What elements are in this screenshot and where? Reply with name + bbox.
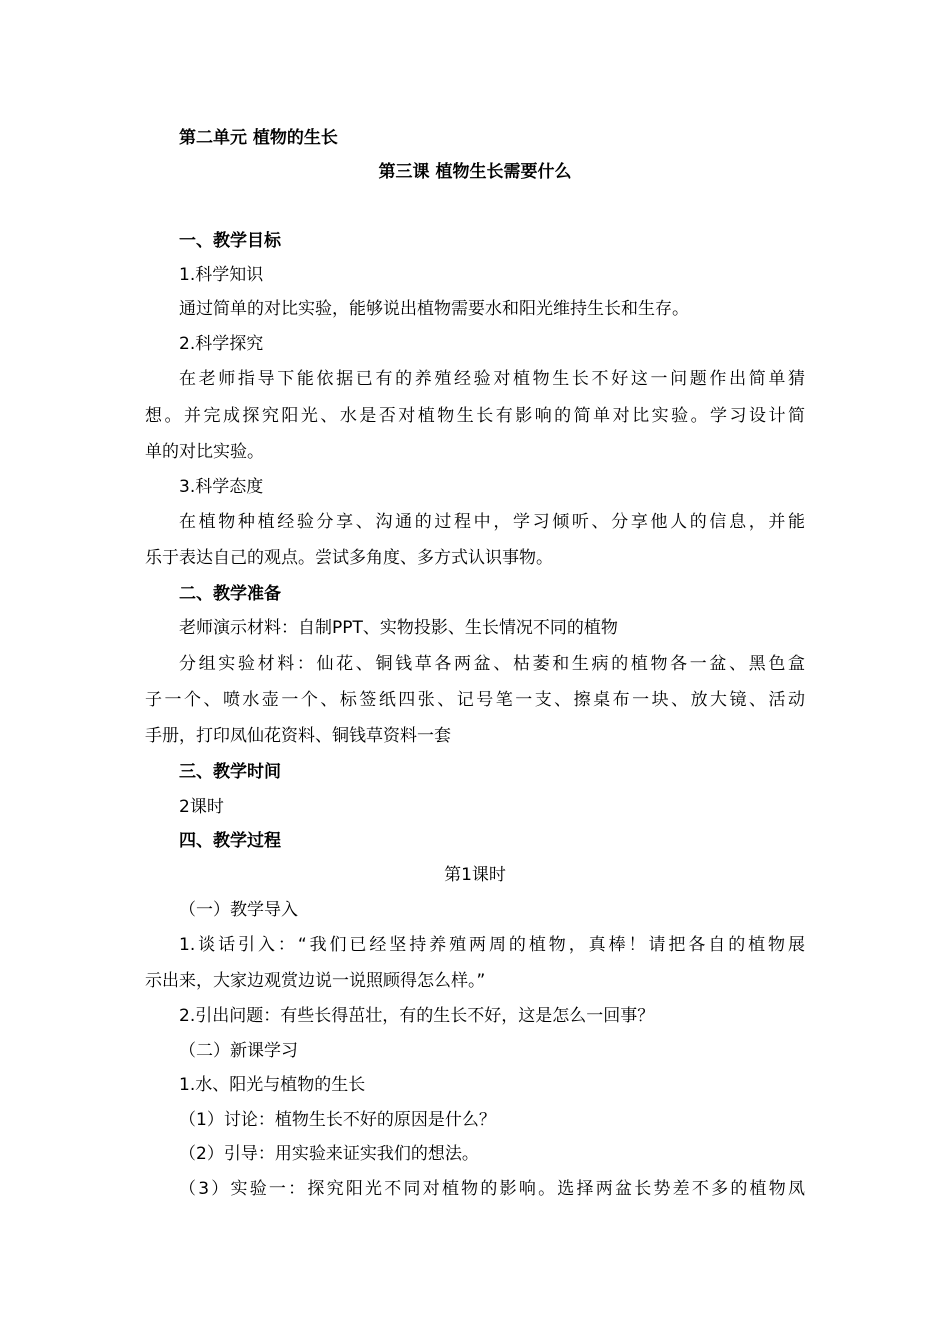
intro-line-1: 1.谈话引入：“我们已经坚持养殖两周的植物，真棒！请把各自的植物展 bbox=[179, 935, 805, 955]
inquiry-line-3: 单的对比实验。 bbox=[145, 442, 264, 462]
section1-heading: 一、教学目标 bbox=[179, 231, 281, 251]
section2-heading: 二、教学准备 bbox=[179, 584, 281, 604]
knowledge-text: 通过简单的对比实验，能够说出植物需要水和阳光维持生长和生存。 bbox=[179, 299, 689, 319]
topic-line: 1.水、阳光与植物的生长 bbox=[179, 1075, 366, 1095]
teacher-materials: 老师演示材料：自制PPT、实物投影、生长情况不同的植物 bbox=[179, 618, 618, 638]
section3-heading: 三、教学时间 bbox=[179, 762, 281, 782]
item-2: （2）引导：用实验来证实我们的想法。 bbox=[179, 1144, 479, 1164]
section4-heading: 四、教学过程 bbox=[179, 831, 281, 851]
item-1: （1）讨论：植物生长不好的原因是什么？ bbox=[179, 1110, 496, 1130]
attitude-line-1: 在植物种植经验分享、沟通的过程中，学习倾听、分享他人的信息，并能 bbox=[179, 512, 805, 532]
intro-heading: （一）教学导入 bbox=[179, 900, 298, 920]
unit-title: 第二单元 植物的生长 bbox=[179, 128, 338, 148]
new-lesson-heading: （二）新课学习 bbox=[179, 1041, 298, 1061]
item-3: （3）实验一：探究阳光不同对植物的影响。选择两盆长势差不多的植物凤 bbox=[179, 1179, 805, 1199]
attitude-heading: 3.科学态度 bbox=[179, 477, 264, 497]
knowledge-heading: 1.科学知识 bbox=[179, 265, 264, 285]
question-line: 2.引出问题：有些长得茁壮，有的生长不好，这是怎么一回事？ bbox=[179, 1006, 655, 1026]
inquiry-heading: 2.科学探究 bbox=[179, 334, 264, 354]
inquiry-line-1: 在老师指导下能依据已有的养殖经验对植物生长不好这一问题作出简单猜 bbox=[179, 369, 805, 389]
group-materials-line-1: 分组实验材料：仙花、铜钱草各两盆、枯萎和生病的植物各一盆、黑色盒 bbox=[179, 654, 805, 674]
lesson-title: 第三课 植物生长需要什么 bbox=[378, 162, 572, 182]
group-materials-line-3: 手册，打印凤仙花资料、铜钱草资料一套 bbox=[145, 726, 451, 746]
intro-line-2: 示出来，大家边观赏边说一说照顾得怎么样。” bbox=[145, 971, 486, 991]
inquiry-line-2: 想。并完成探究阳光、水是否对植物生长有影响的简单对比实验。学习设计简 bbox=[145, 406, 805, 426]
group-materials-line-2: 子一个、喷水壶一个、标签纸四张、记号笔一支、擦桌布一块、放大镜、活动 bbox=[145, 690, 805, 710]
attitude-line-2: 乐于表达自己的观点。尝试多角度、多方式认识事物。 bbox=[145, 548, 553, 568]
period-title: 第1课时 bbox=[444, 865, 506, 885]
teaching-time: 2课时 bbox=[179, 797, 224, 817]
